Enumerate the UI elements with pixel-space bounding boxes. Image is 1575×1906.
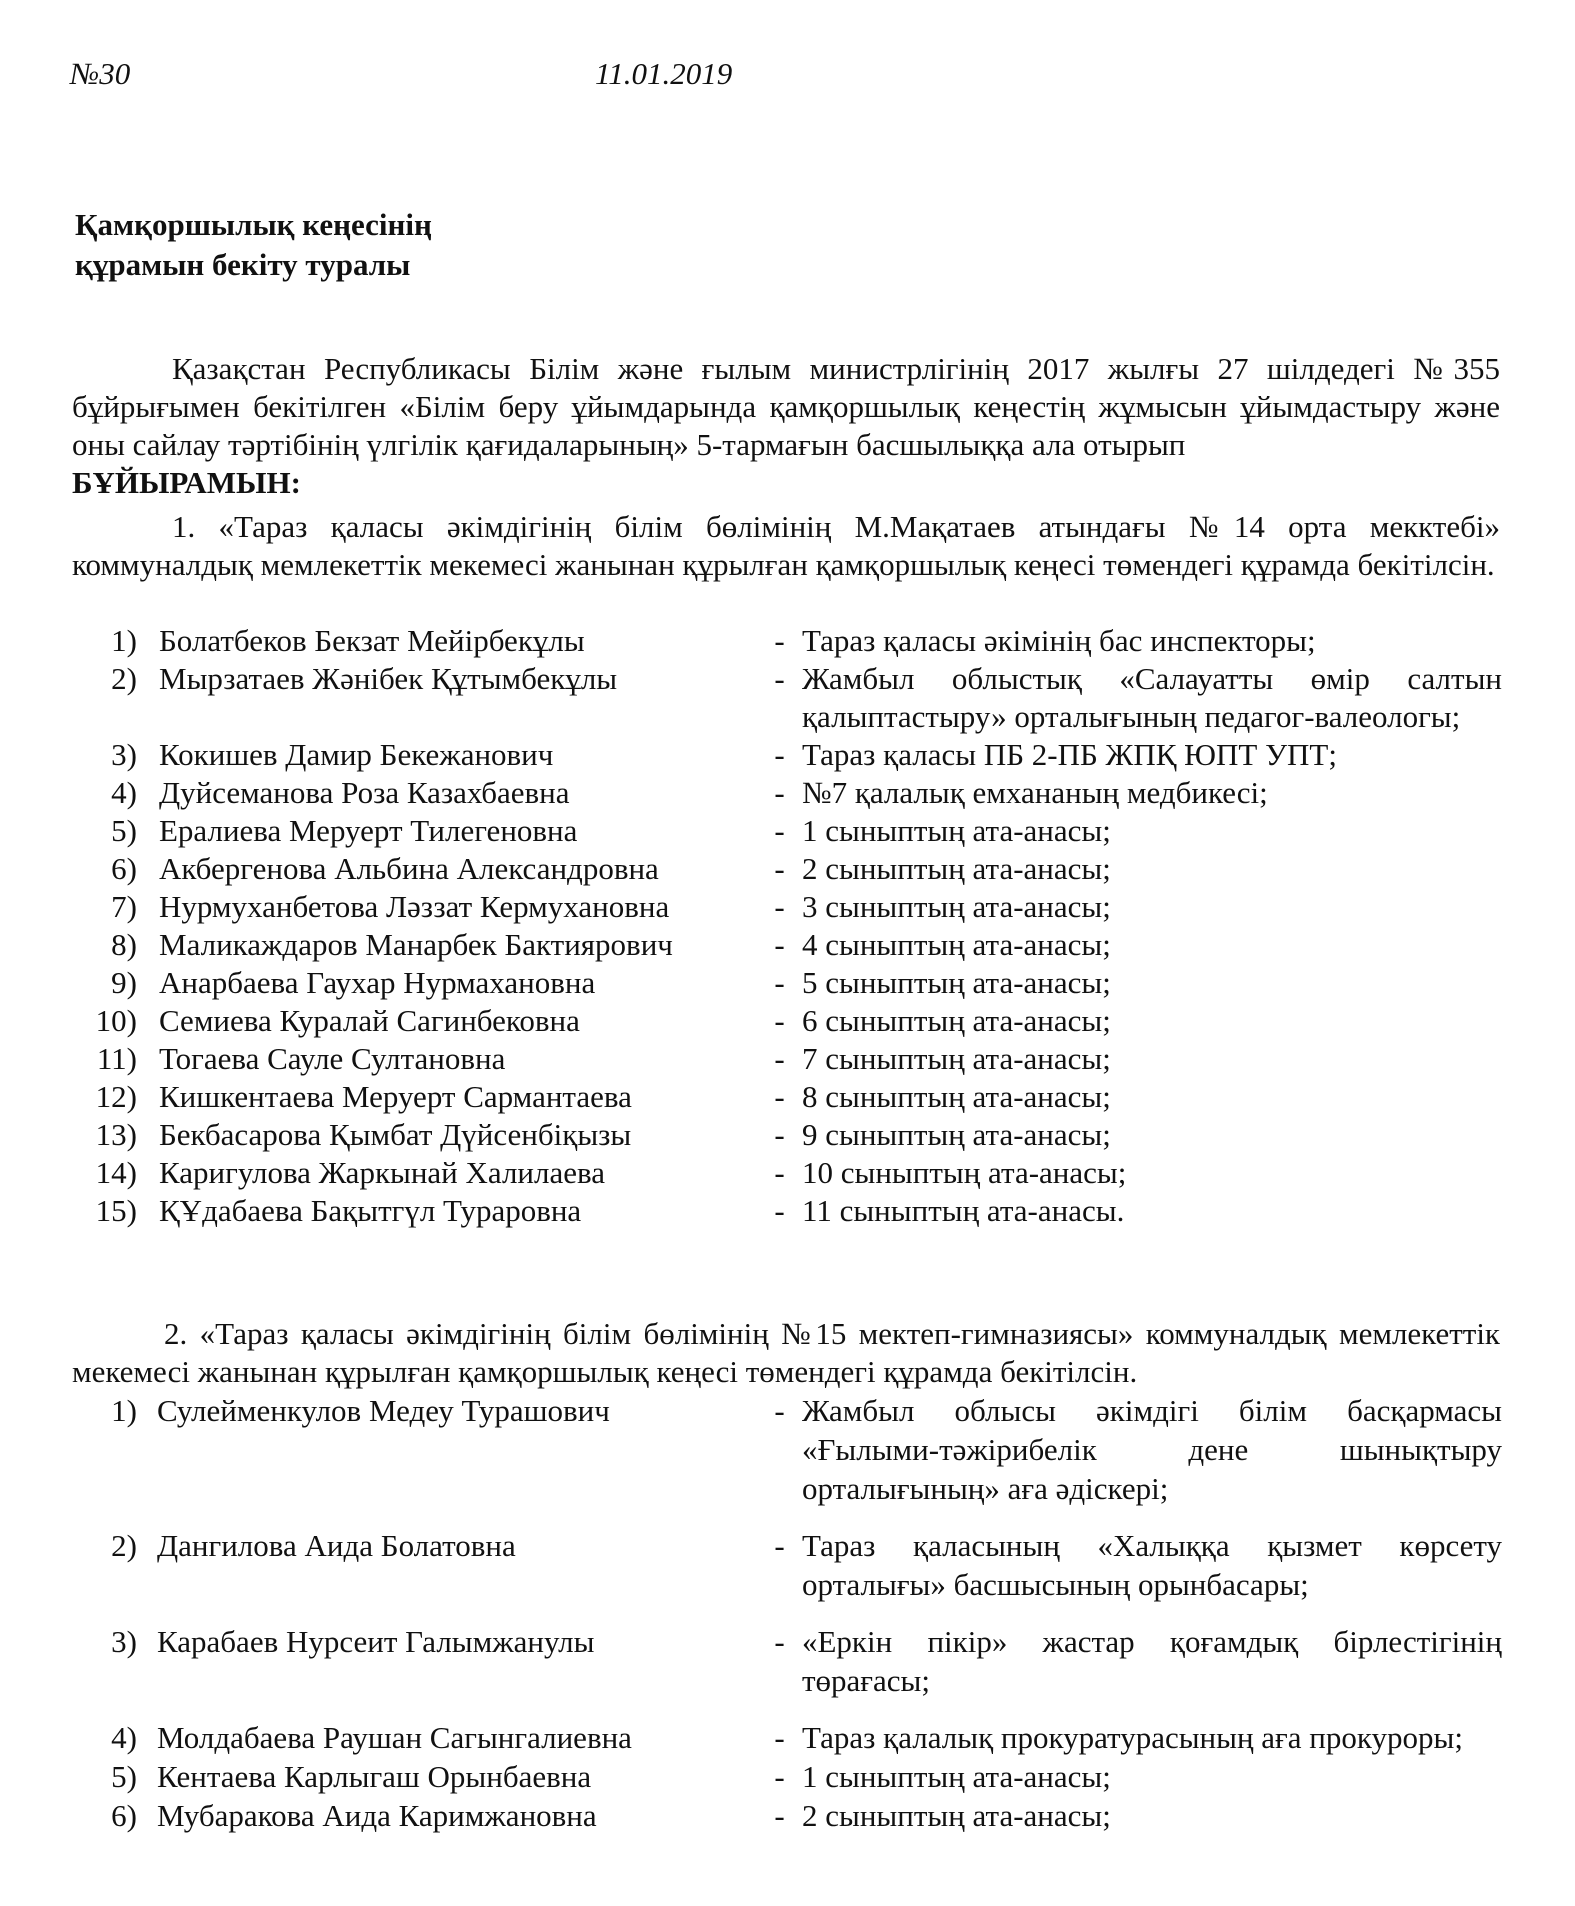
member-dash: - [774,1393,785,1428]
member-name: Семиева Куралай Сагинбековна [159,1003,580,1038]
member-dash: - [774,889,785,924]
member-role: Тараз қаласы әкімінің бас инспекторы; [802,623,1316,658]
member-name: Бекбасарова Қымбат Дүйсенбіқызы [159,1117,632,1152]
member-number: 1) [111,1393,137,1428]
member-row [72,622,1502,660]
member-number: 2) [111,1528,137,1563]
member-role: 6 сыныптың ата-анасы; [802,1003,1111,1038]
member-row [72,1116,1502,1154]
member-row [72,1718,1502,1757]
member-name: Карабаев Нурсеит Галымжанулы [157,1624,595,1659]
member-name: Тогаева Сауле Султановна [159,1041,506,1076]
member-dash: - [774,1193,785,1228]
title-line-2: құрамын бекіту туралы [75,247,411,282]
member-number: 8) [111,927,137,962]
member-row [72,736,1502,774]
member-role: 1 сыныптың ата-анасы; [802,813,1111,848]
member-role: Тараз қалалық прокуратурасының аға прокуроры; [802,1720,1463,1755]
member-name: Кишкентаева Меруерт Сармантаева [159,1079,632,1114]
member-dash: - [774,813,785,848]
member-name: Болатбеков Бекзат Мейірбекұлы [159,623,585,658]
member-number: 14) [95,1155,137,1190]
member-dash: - [774,1079,785,1114]
preamble-text: Қазақстан Республикасы Білім және ғылым министрлігінің 2017 жылғы 27 шілдедегі №355 бұйрығымен бекітілген «Білім беру ұйымдарында қамқоршылық кеңестің жұмысын ұйымдастыру және оны сайлау тәртібінің үлгілік қағидаларының» 5-тармағын басшылыққа ала отырып [72,351,1500,462]
member-name: Дуйсеманова Роза Казахбаевна [159,775,570,810]
preamble-paragraph [72,350,1500,502]
member-name: ҚҰдабаева Бақытгүл Тураровна [159,1193,582,1228]
member-number: 5) [111,813,137,848]
member-dash: - [774,1041,785,1076]
member-row [72,1078,1502,1116]
member-dash: - [774,1624,785,1659]
member-dash: - [774,927,785,962]
member-role: Жамбыл облысы әкімдігі білім басқармасы «Ғылыми-тәжірибелік дене шынықтыру орталығының» аға әдіскері; [802,1393,1502,1506]
member-row [72,1154,1502,1192]
member-dash: - [774,1720,785,1755]
member-number: 3) [111,1624,137,1659]
member-number: 11) [96,1041,137,1076]
member-role: Тараз қаласы ПБ 2-ПБ ЖПҚ ЮПТ УПТ; [802,737,1337,772]
member-name: Сулейменкулов Медеу Турашович [157,1393,610,1428]
member-name: Каригулова Жаркынай Халилаева [159,1155,605,1190]
member-name: Мырзатаев Жәнібек Құтымбекұлы [159,661,618,696]
member-name: Дангилова Аида Болатовна [157,1528,516,1563]
member-row [72,774,1502,812]
member-dash: - [774,965,785,1000]
member-row [72,850,1502,888]
member-role: 5 сыныптың ата-анасы; [802,965,1111,1000]
member-row [72,1526,1502,1604]
section-2-member-list [72,1391,1502,1835]
member-role: 4 сыныптың ата-анасы; [802,927,1111,962]
member-role: Тараз қаласының «Халыққа қызмет көрсету орталығы» басшысының орынбасары; [802,1528,1502,1602]
document-title [75,205,432,285]
member-role: 2 сыныптың ата-анасы; [802,1798,1111,1833]
member-dash: - [774,661,785,696]
member-role: Жамбыл облыстық «Салауатты өмір салтын қалыптастыру» орталығының педагог-валеологы; [802,661,1502,734]
member-number: 1) [111,623,137,658]
member-row [72,1757,1502,1796]
member-name: Ералиева Меруерт Тилегеновна [159,813,578,848]
member-row [72,1192,1502,1230]
member-number: 13) [95,1117,137,1152]
member-row [72,1002,1502,1040]
member-name: Кентаева Карлыгаш Орынбаевна [157,1759,592,1794]
member-number: 2) [111,661,137,696]
member-number: 9) [111,965,137,1000]
member-dash: - [774,1759,785,1794]
member-role: «Еркін пікір» жастар қоғамдық бірлестігінің төрағасы; [802,1624,1502,1698]
member-row [72,888,1502,926]
member-name: Молдабаева Раушан Сагынгалиевна [157,1720,632,1755]
member-dash: - [774,1528,785,1563]
member-number: 5) [111,1759,137,1794]
member-number: 4) [111,1720,137,1755]
member-name: Кокишев Дамир Бекежанович [159,737,554,772]
member-dash: - [774,623,785,658]
member-role: №7 қалалық емхананың медбикесі; [802,775,1268,810]
section-1-paragraph [72,508,1500,584]
member-number: 7) [111,889,137,924]
member-row [72,1391,1502,1508]
member-name: Нурмуханбетова Ләззат Кермухановна [159,889,670,924]
member-row [72,660,1502,736]
member-row [72,812,1502,850]
member-number: 10) [95,1003,137,1038]
member-dash: - [774,1117,785,1152]
member-dash: - [774,775,785,810]
member-name: Маликаждаров Манарбек Бактиярович [159,927,673,962]
section-1-text: 1. «Тараз қаласы әкімдігінің білім бөлімінің М.Мақатаев атындағы №14 орта мекктебі» коммуналдық мемлекеттік мекемесі жанынан құрылған қамқоршылық кеңесі төмендегі құрамда бекітілсін. [72,509,1500,582]
member-role: 7 сыныптың ата-анасы; [802,1041,1111,1076]
member-name: Мубаракова Аида Каримжановна [157,1798,597,1833]
member-row [72,1622,1502,1700]
member-number: 6) [111,1798,137,1833]
member-role: 11 сыныптың ата-анасы. [802,1193,1125,1228]
section-2-text: 2. «Тараз қаласы әкімдігінің білім бөлімінің №15 мектеп-гимназиясы» коммуналдық мемлекеттік мекемесі жанынан құрылған қамқоршылық кеңесі төмендегі құрамда бекітілсін. [72,1316,1500,1389]
member-dash: - [774,1003,785,1038]
member-number: 6) [111,851,137,886]
member-role: 8 сыныптың ата-анасы; [802,1079,1111,1114]
member-dash: - [774,1798,785,1833]
member-dash: - [774,1155,785,1190]
member-dash: - [774,851,785,886]
member-role: 9 сыныптың ата-анасы; [802,1117,1111,1152]
order-number: №30 [70,56,131,91]
member-row [72,1796,1502,1835]
title-line-1: Қамқоршылық кеңесінің [75,207,432,242]
member-name: Акбергенова Альбина Александровна [159,851,659,886]
member-dash: - [774,737,785,772]
member-role: 3 сыныптың ата-анасы; [802,889,1111,924]
member-number: 15) [95,1193,137,1228]
member-row [72,964,1502,1002]
order-word: БҰЙЫРАМЫН: [72,465,301,500]
member-role: 10 сыныптың ата-анасы; [802,1155,1127,1190]
order-date: 11.01.2019 [595,56,733,91]
section-1-member-list [72,622,1502,1230]
member-number: 12) [95,1079,137,1114]
member-row [72,1040,1502,1078]
member-role: 2 сыныптың ата-анасы; [802,851,1111,886]
member-row [72,926,1502,964]
section-2-paragraph [72,1315,1500,1391]
member-number: 4) [111,775,137,810]
member-number: 3) [111,737,137,772]
member-name: Анарбаева Гаухар Нурмахановна [159,965,596,1000]
member-role: 1 сыныптың ата-анасы; [802,1759,1111,1794]
